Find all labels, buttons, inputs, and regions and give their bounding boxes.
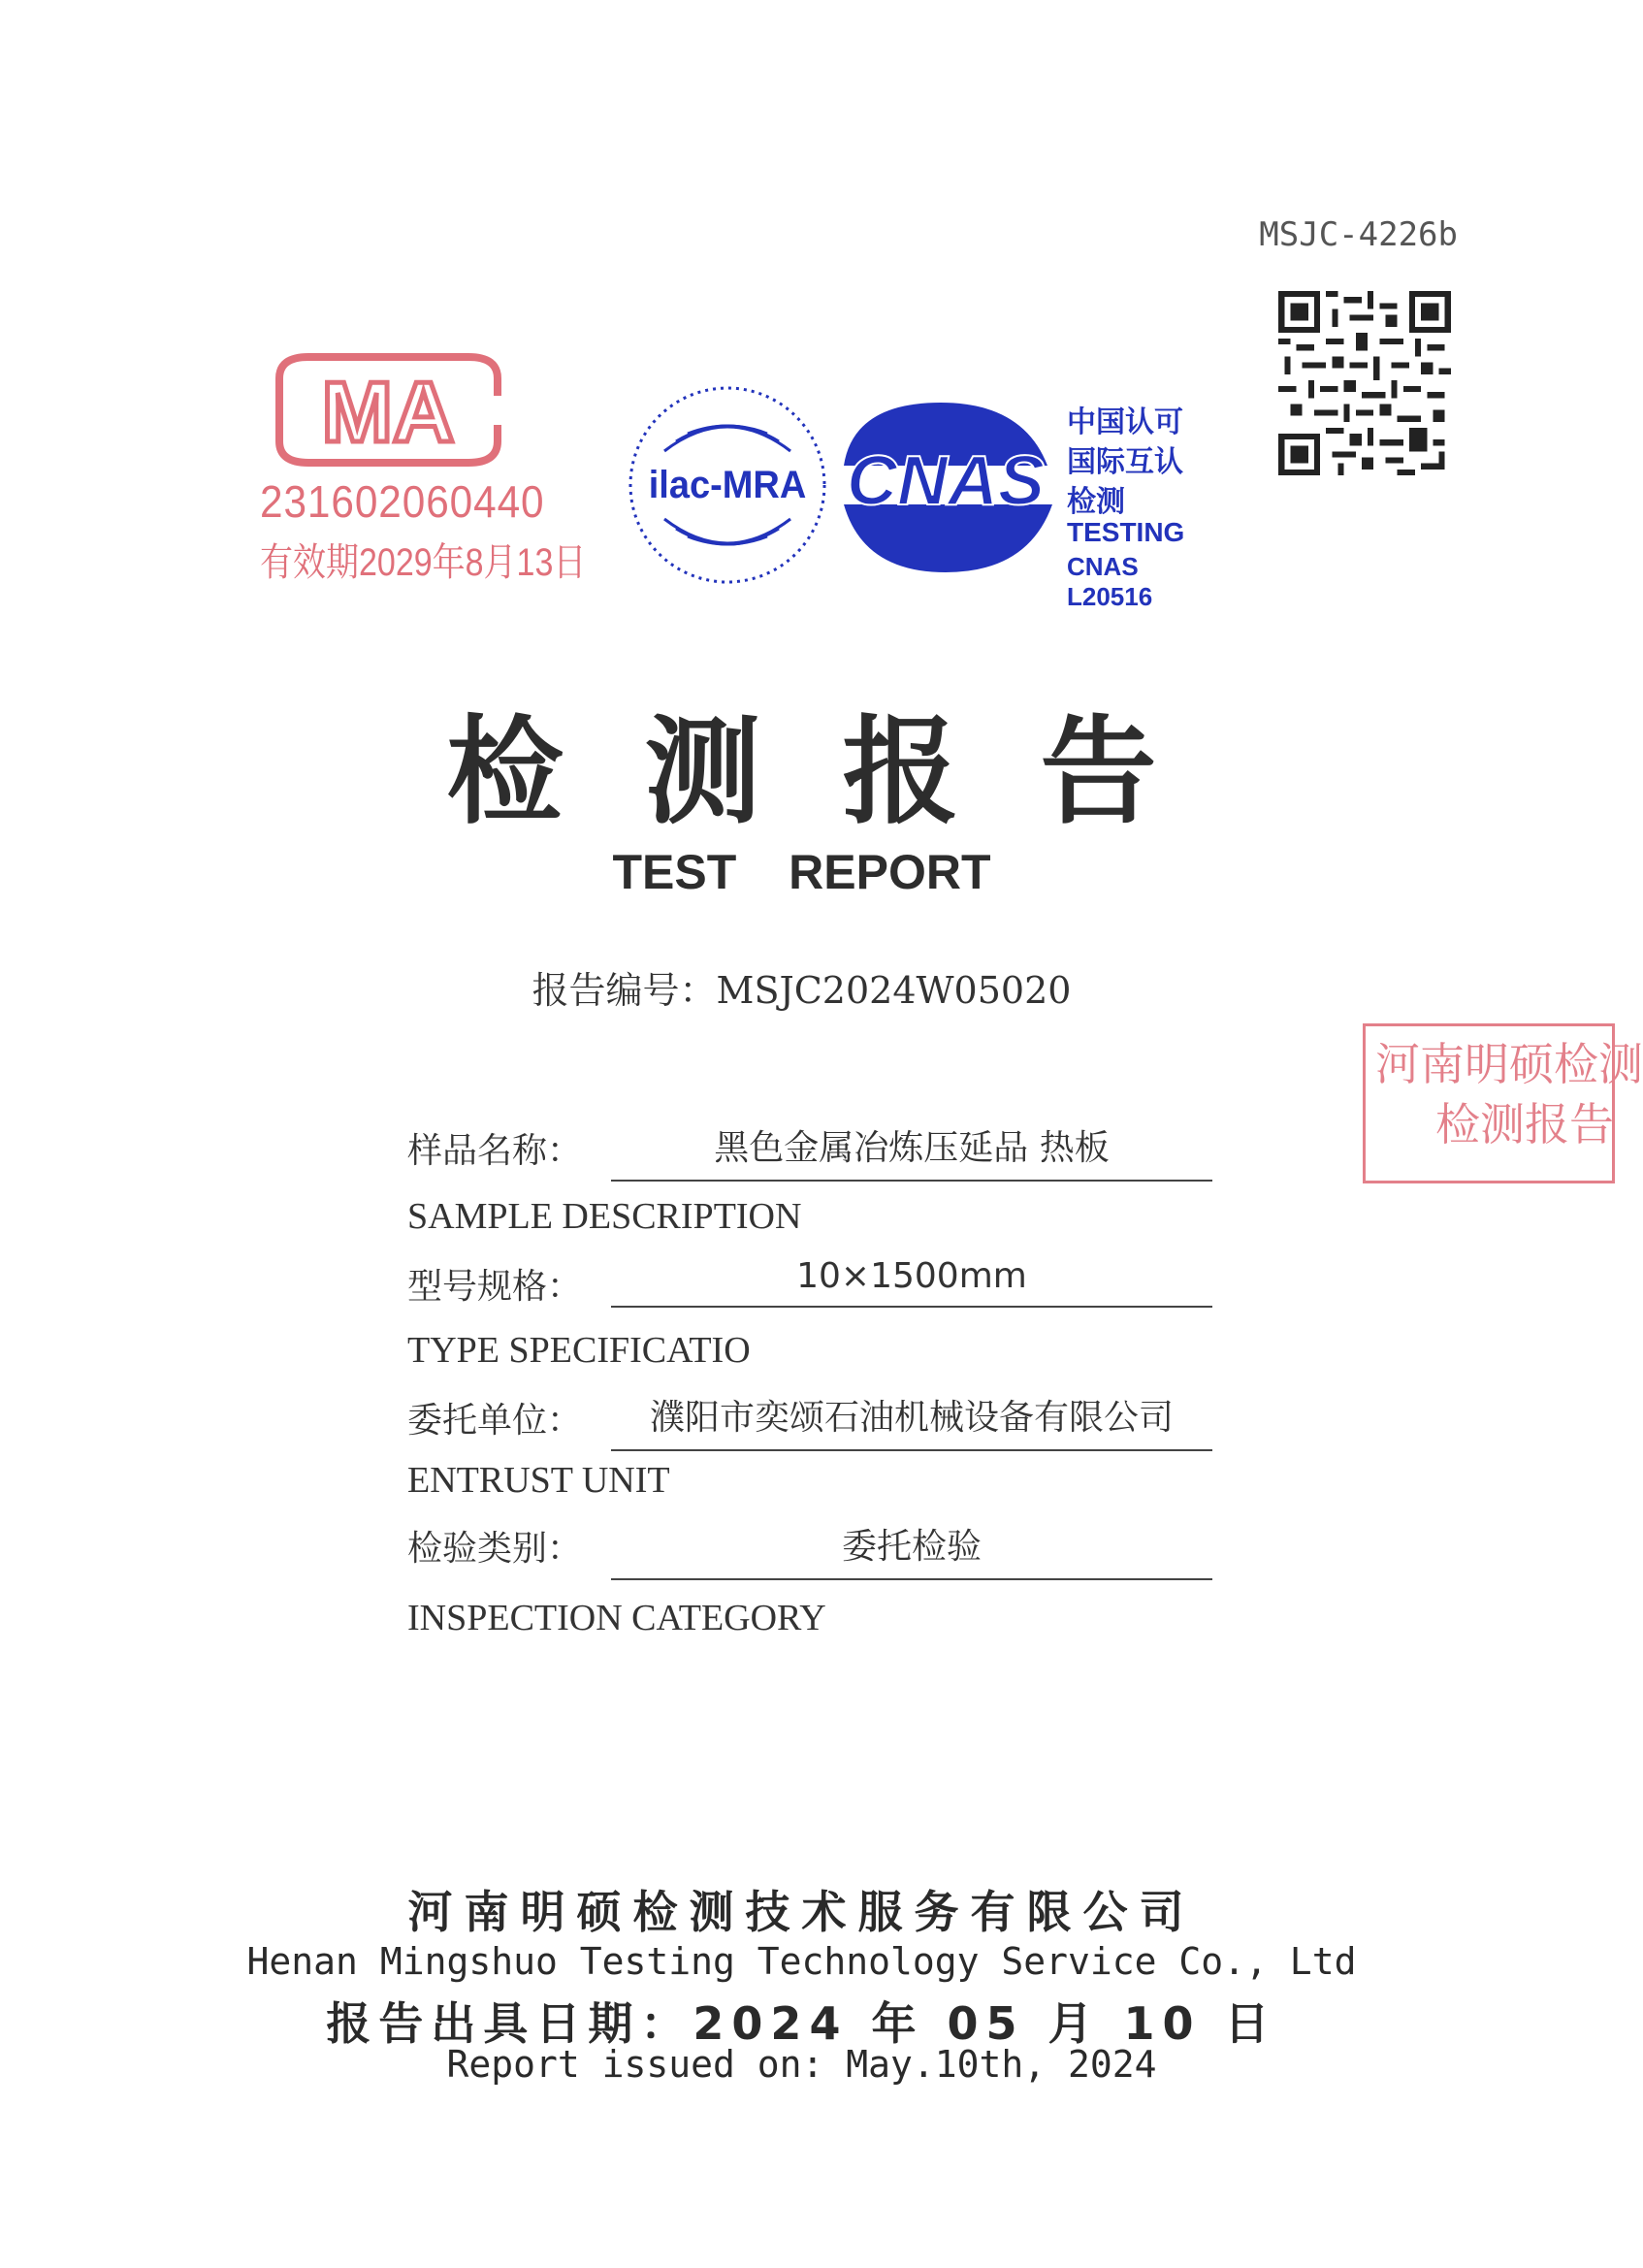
qr-code <box>1278 291 1451 475</box>
field-label-en: INSPECTION CATEGORY <box>407 1598 826 1638</box>
cnas-line-2: 国际互认 <box>1067 445 1183 479</box>
report-title-english: TEST REPORT <box>612 845 991 899</box>
side-stamp-line-2: 检测报告 <box>1435 1098 1614 1150</box>
cma-seal <box>260 349 587 592</box>
field-value-entrust: 濮阳市奕颂石油机械设备有限公司 <box>611 1390 1212 1451</box>
report-number: 报告编号：MSJC2024W05020 <box>532 969 1072 1012</box>
ilac-mra-logo-icon <box>626 383 829 587</box>
field-label-en: SAMPLE DESCRIPTION <box>407 1196 802 1237</box>
cma-logo-icon <box>260 349 512 470</box>
cnas-line-1: 中国认可 <box>1067 405 1183 439</box>
title-char: 报 <box>842 705 959 840</box>
issue-date-cn: 报告出具日期：2024 年 05 月 10 日 <box>326 1997 1277 2050</box>
field-value-type: 10×1500mm <box>611 1256 1212 1308</box>
field-label-en: ENTRUST UNIT <box>407 1460 670 1501</box>
field-label-cn: 型号规格： <box>407 1267 583 1307</box>
side-stamp-line-1: 河南明硕检测 <box>1375 1038 1643 1090</box>
report-title <box>0 679 1603 846</box>
title-char: 告 <box>1040 705 1157 840</box>
document-code: MSJC-4226b <box>1259 215 1458 254</box>
side-seal-stamp <box>1363 1023 1643 1183</box>
title-char: 检 <box>446 705 564 840</box>
cma-logo-text: MA <box>321 364 455 460</box>
field-label-cn: 委托单位： <box>407 1401 583 1441</box>
field-label-en: TYPE SPECIFICATIO <box>407 1330 751 1371</box>
company-name-en: Henan Mingshuo Testing Technology Service Co., Ltd <box>246 1940 1357 1983</box>
cnas-line-3: 检测 <box>1067 485 1125 519</box>
accreditation-marks <box>626 383 1217 611</box>
field-value-sample: 黑色金属冶炼压延品 热板 <box>611 1120 1212 1182</box>
cnas-line-4: TESTING <box>1067 517 1185 547</box>
company-name-cn: 河南明硕检测技术服务有限公司 <box>407 1886 1196 1938</box>
cma-number: 231602060440 <box>260 476 545 527</box>
field-label-cn: 检验类别： <box>407 1529 583 1569</box>
cma-validity: 有效期2029年8月13日 <box>260 541 587 584</box>
issue-date-en: Report issued on: May.10th, 2024 <box>446 2043 1157 2086</box>
cnas-text: CNAS <box>846 442 1046 520</box>
field-value-category: 委托检验 <box>611 1519 1212 1580</box>
title-char: 测 <box>644 705 761 840</box>
cnas-line-5: CNAS L20516 <box>1067 552 1153 611</box>
ilac-text: ilac-MRA <box>648 464 807 507</box>
cnas-logo-icon <box>824 383 1077 587</box>
field-label-cn: 样品名称： <box>407 1131 583 1171</box>
